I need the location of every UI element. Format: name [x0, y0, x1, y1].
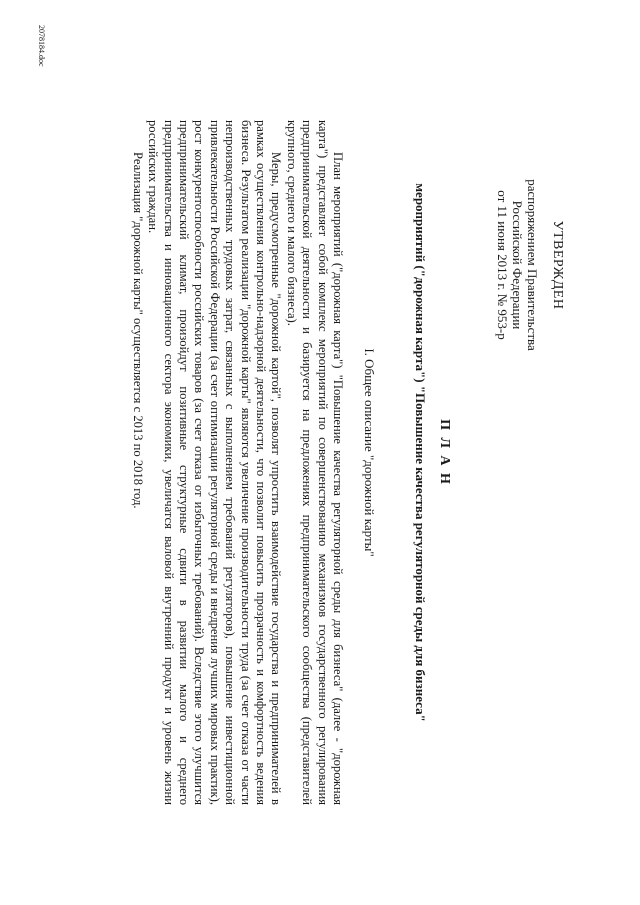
paragraph-3: Реализация "дорожной карты" осуществляется с 2013 по 2018 год. — [130, 152, 145, 509]
approval-stamp: УТВЕРЖДЕН — [550, 220, 565, 310]
approval-block — [495, 85, 565, 445]
document-title: П Л А Н — [437, 419, 452, 486]
approval-line-1: распоряжением Правительства — [525, 179, 540, 351]
document-subtitle: мероприятий ("дорожная карта") "Повышение качества регуляторной среды для бизнеса" — [413, 183, 428, 722]
document-number: 2078184.doc — [37, 25, 46, 67]
paragraph-2: Меры, предусмотренные "дорожной картой", позволят упростить взаимодействие государства и предпринимателей в рамках осуществления контрольно-надзорной деятельности, что позволит повысить прозрачность и комфортность ведения бизнеса. Результатом реализации "дорожной карты" являются увеличение производительности труда (за счет отказа от части непроизводственных трудовых затрат, связанных с выполнением требований регуляторов), повышение инвестиционной привлекательности Российской Федерации (за счет оптимизации регуляторной среды и внедрения лучших мировых практик), рост конкурентоспособности российских товаров (за счет отказа от избыточных требований). Вследствие этого улучшится предпринимательский климат, произойдут позитивные структурные сдвиги в развитии малого и среднего предпринимательства и инновационного сектора экономики, увеличатся валовой внутренний продукт и уровень жизни российских граждан. — [146, 120, 284, 805]
body-text — [129, 120, 345, 805]
approval-line-2: Российской Федерации — [510, 200, 525, 330]
approval-line-3: от 11 июня 2013 г. № 953-р — [495, 190, 510, 340]
section-heading: I. Общее описание "дорожной карты" — [362, 348, 377, 557]
paragraph-1: План мероприятий ("дорожная карта") "Повышение качества регуляторной среды для бизнеса" (далее - "дорожная карта") представляет собой комплекс мероприятий по совершенствованию механизмов государственного регулирования предпринимательской деятельности и базируется на предложениях предпринимательского сообщества (представителей крупного, среднего и малого бизнеса). — [284, 120, 345, 805]
